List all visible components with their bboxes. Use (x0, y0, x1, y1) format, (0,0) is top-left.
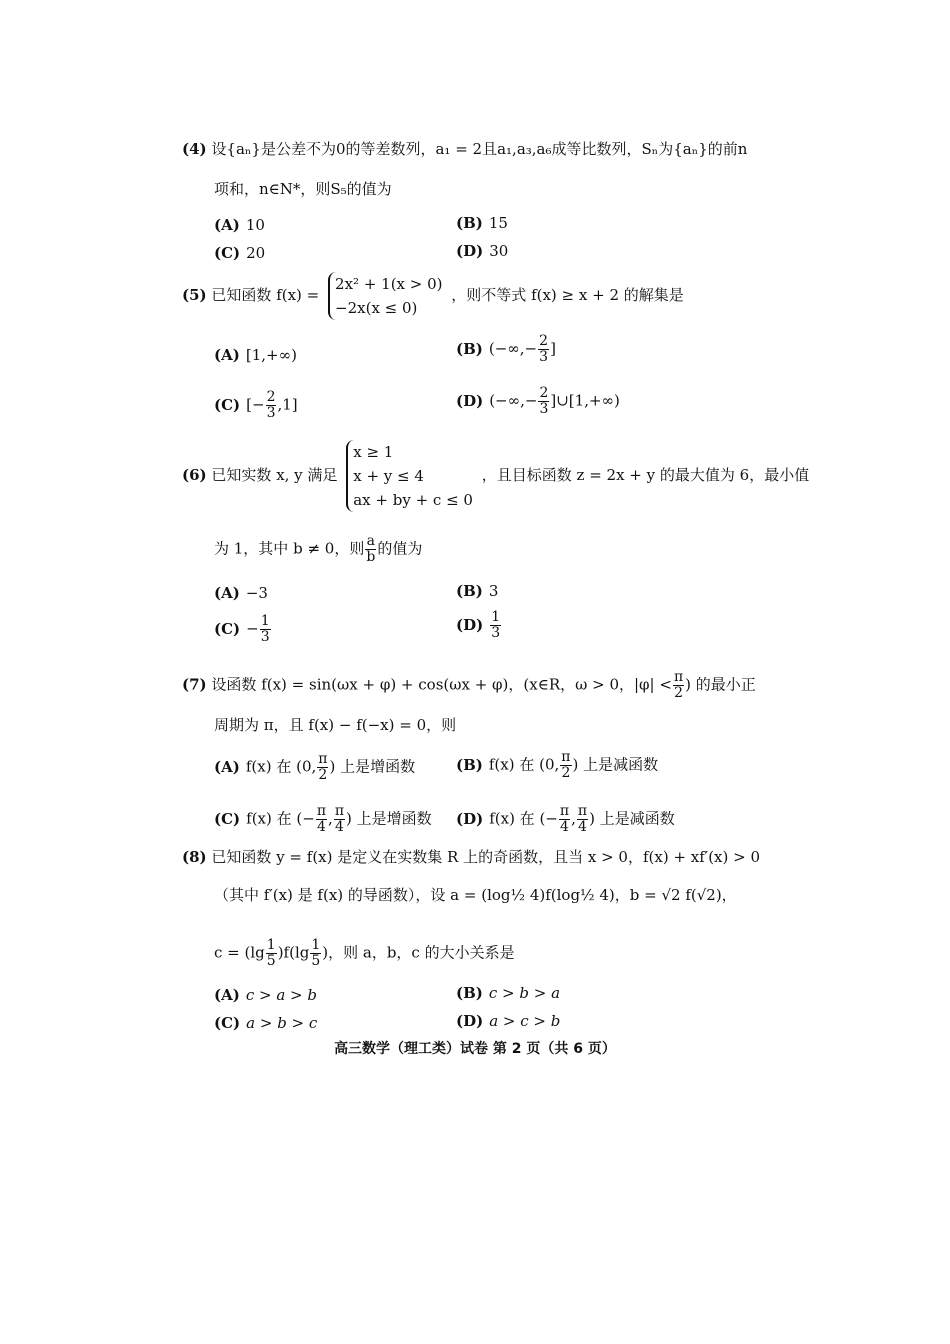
question-8-option-a: (A) c > a > b (214, 986, 317, 1004)
question-5-option-a: (A) [1,+∞) (214, 346, 297, 364)
question-8-line-3: c = (lg $\frac{1}{5}$ )f(lg $\frac{1}{5}$ )，则 a，b，c 的大小关系是 (214, 937, 515, 969)
question-5-option-c: (C) [− $\frac{2}{3}$ ,1] (214, 389, 298, 421)
question-6-line-2: 为 1，其中 b ≠ 0，则 $\frac{a}{b}$ 的值为 (214, 533, 423, 565)
question-8-option-c: (C) a > b > c (214, 1014, 318, 1032)
question-6-stem: (6) 已知实数 x, y 满足 x ≥ 1 x + y ≤ 4 ax + by + c ≤ 0 ，且目标函数 z = 2x + y 的最大值为 6，最小值 (182, 440, 809, 512)
question-6-option-a: (A) −3 (214, 584, 268, 602)
question-4-option-c: (C) 20 (214, 244, 266, 262)
question-6-number: (6) (182, 466, 207, 484)
question-7-line-1: (7) 设函数 f(x) = sin(ωx + φ) + cos(ωx + φ)，(x∈R，ω > 0，|φ| < $\frac{\pi}{2}$ ) 的最小正 (182, 669, 756, 701)
question-4-option-d: (D) 30 (456, 242, 509, 260)
question-8-option-d: (D) a > c > b (456, 1012, 561, 1030)
question-7-option-a: (A) f(x) 在 (0, $\frac{\pi}{2}$ ) 上是增函数 (214, 751, 416, 783)
question-4-line-2: 项和，n∈N*，则S₅的值为 (214, 180, 392, 198)
question-4-stem-1: 设{aₙ}是公差不为0的等差数列，a₁ = 2且a₁,a₃,a₆成等比数列，Sₙ为{aₙ}的前n (211, 140, 748, 158)
constraint-brace: x ≥ 1 x + y ≤ 4 ax + by + c ≤ 0 (346, 440, 473, 512)
page-footer: 高三数学（理工类）试卷 第 2 页（共 6 页） (334, 1041, 616, 1057)
question-8-number: (8) (182, 848, 207, 866)
question-5-stem: (5) 已知函数 f(x) = 2x² + 1(x > 0) −2x(x ≤ 0) ，则不等式 f(x) ≥ x + 2 的解集是 (182, 272, 684, 320)
question-7-line-2: 周期为 π，且 f(x) − f(−x) = 0，则 (214, 716, 457, 734)
question-5-option-d: (D) (−∞,− $\frac{2}{3}$ ]∪[1,+∞) (456, 385, 620, 417)
question-6-option-d: (D) $\frac{1}{3}$ (456, 609, 501, 641)
question-6-option-b: (B) 3 (456, 582, 499, 600)
question-7-number: (7) (182, 675, 207, 694)
question-8-option-b: (B) c > b > a (456, 984, 561, 1002)
question-4-number: (4) (182, 140, 207, 158)
question-7-option-b: (B) f(x) 在 (0, $\frac{\pi}{2}$ ) 上是减函数 (456, 749, 659, 781)
question-4-option-a: (A) 10 (214, 216, 265, 234)
question-8-line-2: （其中 f′(x) 是 f(x) 的导函数），设 a = (log½ 4)f(log½ 4)，b = √2 f(√2)， (214, 886, 737, 904)
question-7-option-d: (D) f(x) 在 (− $\frac{\pi}{4}$ , $\frac{\pi}{4}$ ) 上是减函数 (456, 803, 675, 835)
question-4-option-b: (B) 15 (456, 214, 508, 232)
question-6-option-c: (C) − $\frac{1}{3}$ (214, 613, 270, 645)
question-8-line-1: (8) 已知函数 y = f(x) 是定义在实数集 R 上的奇函数，且当 x > 0，f(x) + xf′(x) > 0 (182, 848, 761, 866)
piecewise-brace: 2x² + 1(x > 0) −2x(x ≤ 0) (328, 272, 442, 320)
question-5-option-b: (B) (−∞,− $\frac{2}{3}$ ] (456, 333, 556, 365)
question-4-line-1 (182, 138, 747, 160)
question-7-option-c: (C) f(x) 在 (− $\frac{\pi}{4}$ , $\frac{\pi}{4}$ ) 上是增函数 (214, 803, 432, 835)
question-5-number: (5) (182, 286, 207, 304)
